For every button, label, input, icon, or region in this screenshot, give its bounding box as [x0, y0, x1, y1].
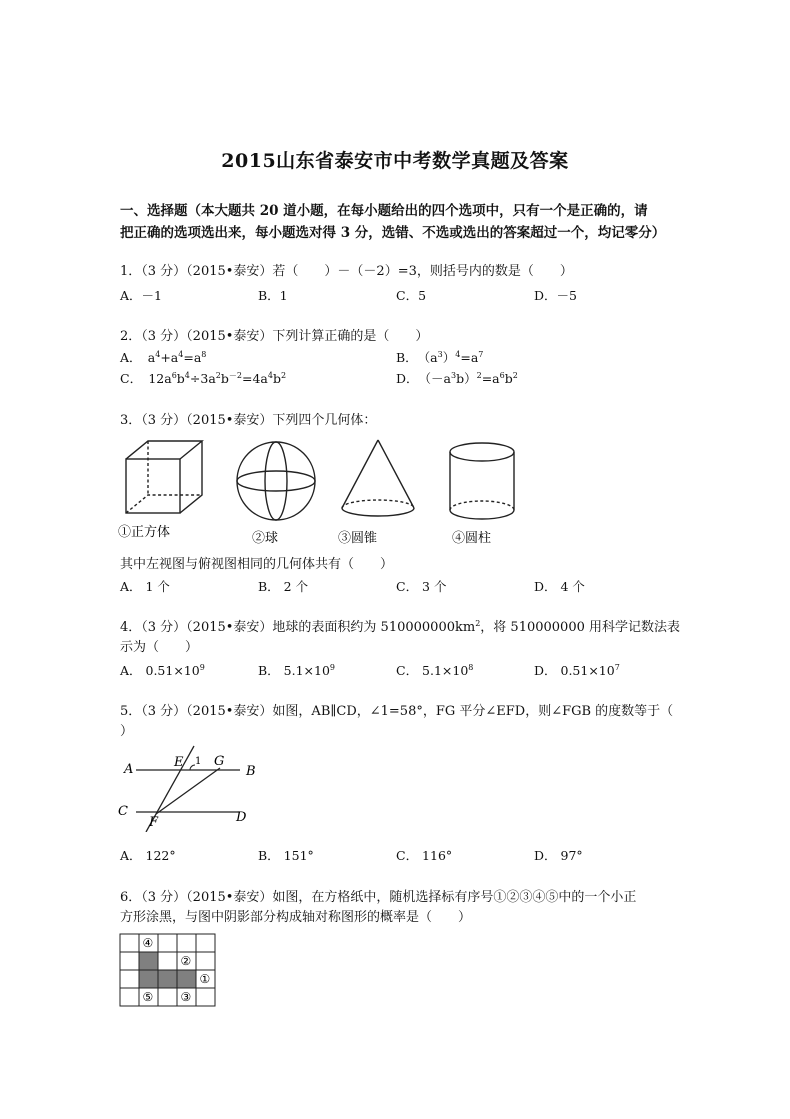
section-heading-line1: 一、选择题（本大题共 20 道小题，在每小题给出的四个选项中，只有一个是正确的，请 [120, 203, 648, 219]
label-sphere: ②球 [252, 531, 279, 546]
q4-stem-line1: 4．（3 分）（2015•泰安）地球的表面积约为 $510000000km^2$，将 510000000 用科学记数法表 [120, 619, 681, 635]
cell-label-3: ③ [180, 990, 192, 1004]
q3-option-d: D． 4 个 [534, 579, 585, 594]
label-C: C [118, 804, 128, 819]
q2-option-c: C． $12a^6b^4\div 3a^2b^{-2}=4a^4b^2$ [120, 371, 287, 386]
q1-stem: 1．（3 分）（2015•泰安）若（ ）－（－2）=3，则括号内的数是（ ） [120, 264, 573, 279]
q1-option-a: A．－1 [120, 288, 162, 303]
q3-question: 其中左视图与俯视图相同的几何体共有（ ） [120, 557, 394, 572]
label-A: A [124, 762, 134, 777]
label-E: E [174, 755, 184, 770]
q3-stem: 3．（3 分）（2015•泰安）下列四个几何体： [120, 413, 377, 428]
q1-option-d: D．－5 [534, 288, 577, 303]
label-cylinder: ④圆柱 [452, 531, 492, 546]
q4-option-d: D． $0.51\times 10^7$ [534, 663, 620, 678]
shaded-cell [158, 970, 177, 988]
q5-option-d: D． 97° [534, 848, 583, 863]
q5-option-b: B． 151° [258, 848, 314, 863]
q5-parallel-lines-figure [110, 742, 270, 832]
q1-option-c: C．5 [396, 288, 427, 303]
q3-option-c: C． 3 个 [396, 579, 447, 594]
q6-stem-line1: 6．（3 分）（2015•泰安）如图，在方格纸中，随机选择标有序号①②③④⑤中的一个小正 [120, 890, 637, 905]
label-cube: ①正方体 [118, 525, 171, 540]
cell-label-4: ④ [142, 936, 154, 950]
cylinder-drawing [450, 443, 514, 519]
q1-option-b: B．1 [258, 288, 288, 303]
label-G: G [214, 754, 225, 769]
label-cone: ③圆锥 [338, 531, 378, 546]
cube-drawing [126, 441, 202, 513]
shaded-cell [139, 970, 158, 988]
q4-option-b: B． $5.1\times 10^9$ [258, 663, 336, 678]
q6-grid-figure [118, 932, 218, 1010]
label-B: B [246, 764, 256, 779]
cell-label-2: ② [180, 954, 192, 968]
q2-option-a: A． $a^4+a^4=a^8$ [120, 350, 207, 365]
bisector-fg [156, 768, 220, 814]
q6-stem-line2: 方形涂黑，与图中阴影部分构成轴对称图形的概率是（ ） [120, 910, 472, 925]
q4-stem-line2: 示为（ ） [120, 640, 199, 655]
sphere-drawing [237, 442, 315, 520]
q3-option-a: A． 1 个 [120, 579, 170, 594]
q2-option-d: D． $(-a^3b)^2=a^6b^2$ [396, 371, 518, 386]
q3-option-b: B． 2 个 [258, 579, 309, 594]
q5-option-c: C． 116° [396, 848, 453, 863]
q5-stem-line2: ） [120, 724, 134, 739]
label-angle-1: 1 [195, 756, 202, 767]
cone-drawing [342, 440, 414, 516]
q4-option-a: A． $0.51\times 10^9$ [120, 663, 205, 678]
page-title: 2015山东省泰安市中考数学真题及答案 [221, 150, 569, 172]
q2-option-b: B． $(a^3)^4=a^7$ [396, 350, 484, 365]
shaded-cell [177, 970, 196, 988]
q2-stem: 2．（3 分）（2015•泰安）下列计算正确的是（ ） [120, 329, 429, 344]
label-F: F [149, 815, 159, 830]
cell-label-5: ⑤ [142, 990, 154, 1004]
q4-option-c: C． $5.1\times 10^8$ [396, 663, 474, 678]
cell-label-1: ① [199, 972, 211, 986]
q3-solids-figure [110, 432, 550, 552]
q5-stem-line1: 5．（3 分）（2015•泰安）如图，AB∥CD，∠1=58°，FG 平分∠EFD，则∠FGB 的度数等于（ [120, 704, 674, 719]
section-heading-line2: 把正确的选项选出来，每小题选对得 3 分，选错、不选或选出的答案超过一个，均记零分） [120, 225, 666, 241]
q5-option-a: A． 122° [120, 848, 176, 863]
shaded-cell [139, 952, 158, 970]
label-D: D [236, 810, 247, 825]
